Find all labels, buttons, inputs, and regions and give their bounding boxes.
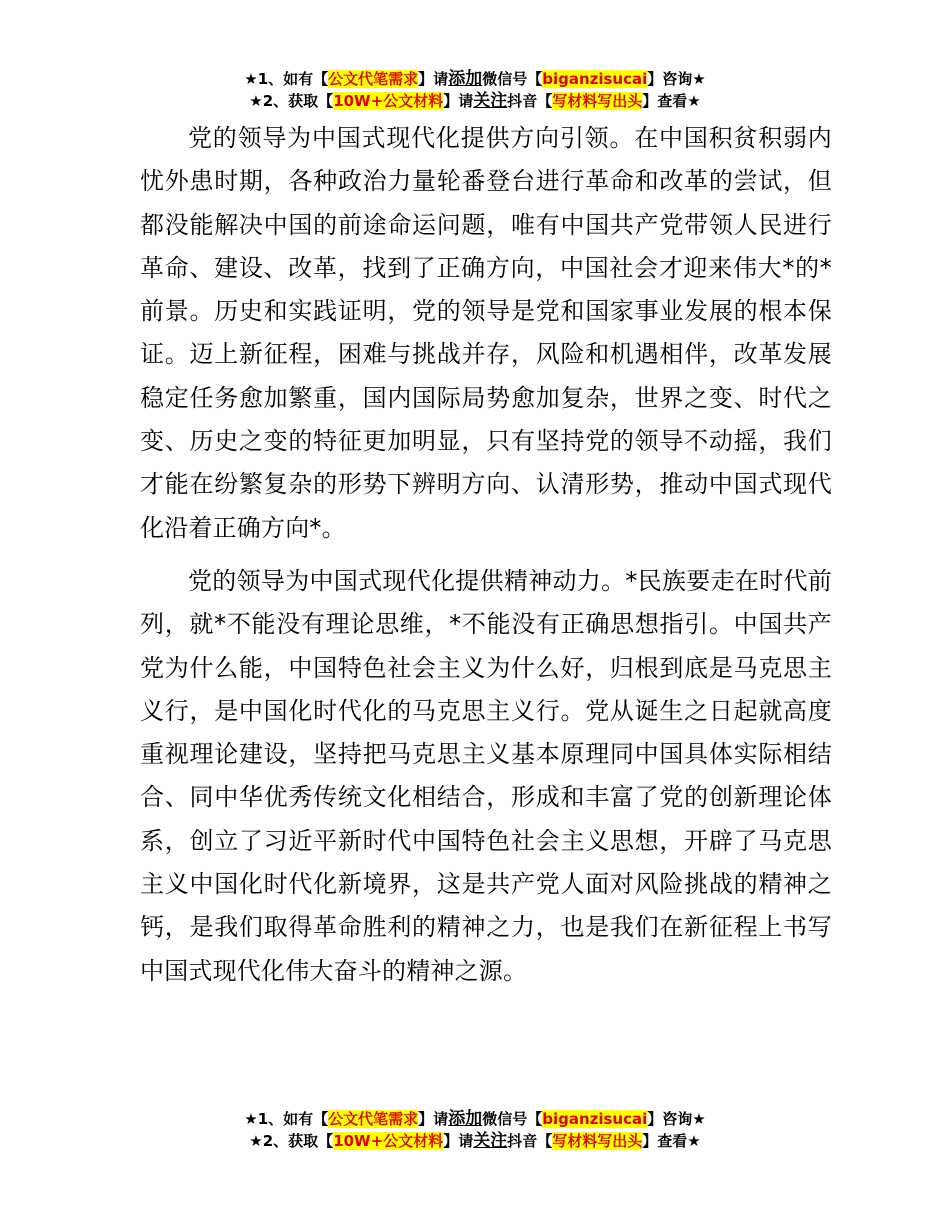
banner-line-1: ★1、如有【公文代笔需求】请添加微信号【biganzisucai】咨询★ bbox=[244, 1109, 706, 1129]
banner-line-1: ★1、如有【公文代笔需求】请添加微信号【biganzisucai】咨询★ bbox=[244, 69, 706, 89]
underline-text: 添加 bbox=[448, 69, 483, 89]
underline-text: 关注 bbox=[473, 91, 508, 111]
highlight-materials: 10W+公文材料 bbox=[333, 92, 444, 110]
banner-line-2: ★2、获取【10W+公文材料】请关注抖音【写材料写出头】查看★ bbox=[249, 91, 701, 111]
paragraph-1: 党的领导为中国式现代化提供方向引领。在中国积贫积弱内忧外患时期，各种政治力量轮番登台进行革命和改革的尝试，但都没能解决中国的前途命运问题，唯有中国共产党带领人民进行革命、建设、改革，找到了正确方向，中国社会才迎来伟大*的*前景。历史和实践证明，党的领导是党和国家事业发展的根本保证。迈上新征程，困难与挑战并存，风险和机遇相伴，改革发展稳定任务愈加繁重，国内国际局势愈加复杂，世界之变、时代之变、历史之变的特征更加明显，只有坚持党的领导不动摇，我们才能在纷繁复杂的形势下辨明方向、认清形势，推动中国式现代化沿着正确方向*。 bbox=[140, 124, 832, 542]
header-banner bbox=[0, 68, 950, 112]
underline-text: 关注 bbox=[473, 1131, 508, 1151]
highlight-materials: 10W+公文材料 bbox=[333, 1132, 444, 1150]
highlight-service: 公文代笔需求 bbox=[328, 70, 419, 88]
highlight-douyin: 写材料写出头 bbox=[552, 92, 643, 110]
paragraph-2: 党的领导为中国式现代化提供精神动力。*民族要走在时代前列，就*不能没有理论思维，*不能没有正确思想指引。中国共产党为什么能，中国特色社会主义为什么好，归根到底是马克思主义行，是中国化时代化的马克思主义行。党从诞生之日起就高度重视理论建设，坚持把马克思主义基本原理同中国具体实际相结合、同中华优秀传统文化相结合，形成和丰富了党的创新理论体系，创立了习近平新时代中国特色社会主义思想，开辟了马克思主义中国化时代化新境界，这是共产党人面对风险挑战的精神之钙，是我们取得革命胜利的精神之力，也是我们在新征程上书写中国式现代化伟大奋斗的精神之源。 bbox=[140, 566, 832, 985]
highlight-service: 公文代笔需求 bbox=[328, 1110, 419, 1128]
underline-text: 添加 bbox=[448, 1109, 483, 1129]
banner-line-2: ★2、获取【10W+公文材料】请关注抖音【写材料写出头】查看★ bbox=[249, 1131, 701, 1151]
highlight-wechat-id: biganzisucai bbox=[542, 1110, 648, 1128]
highlight-wechat-id: biganzisucai bbox=[542, 70, 648, 88]
document-body bbox=[140, 117, 832, 993]
footer-banner bbox=[0, 1108, 950, 1152]
highlight-douyin: 写材料写出头 bbox=[552, 1132, 643, 1150]
